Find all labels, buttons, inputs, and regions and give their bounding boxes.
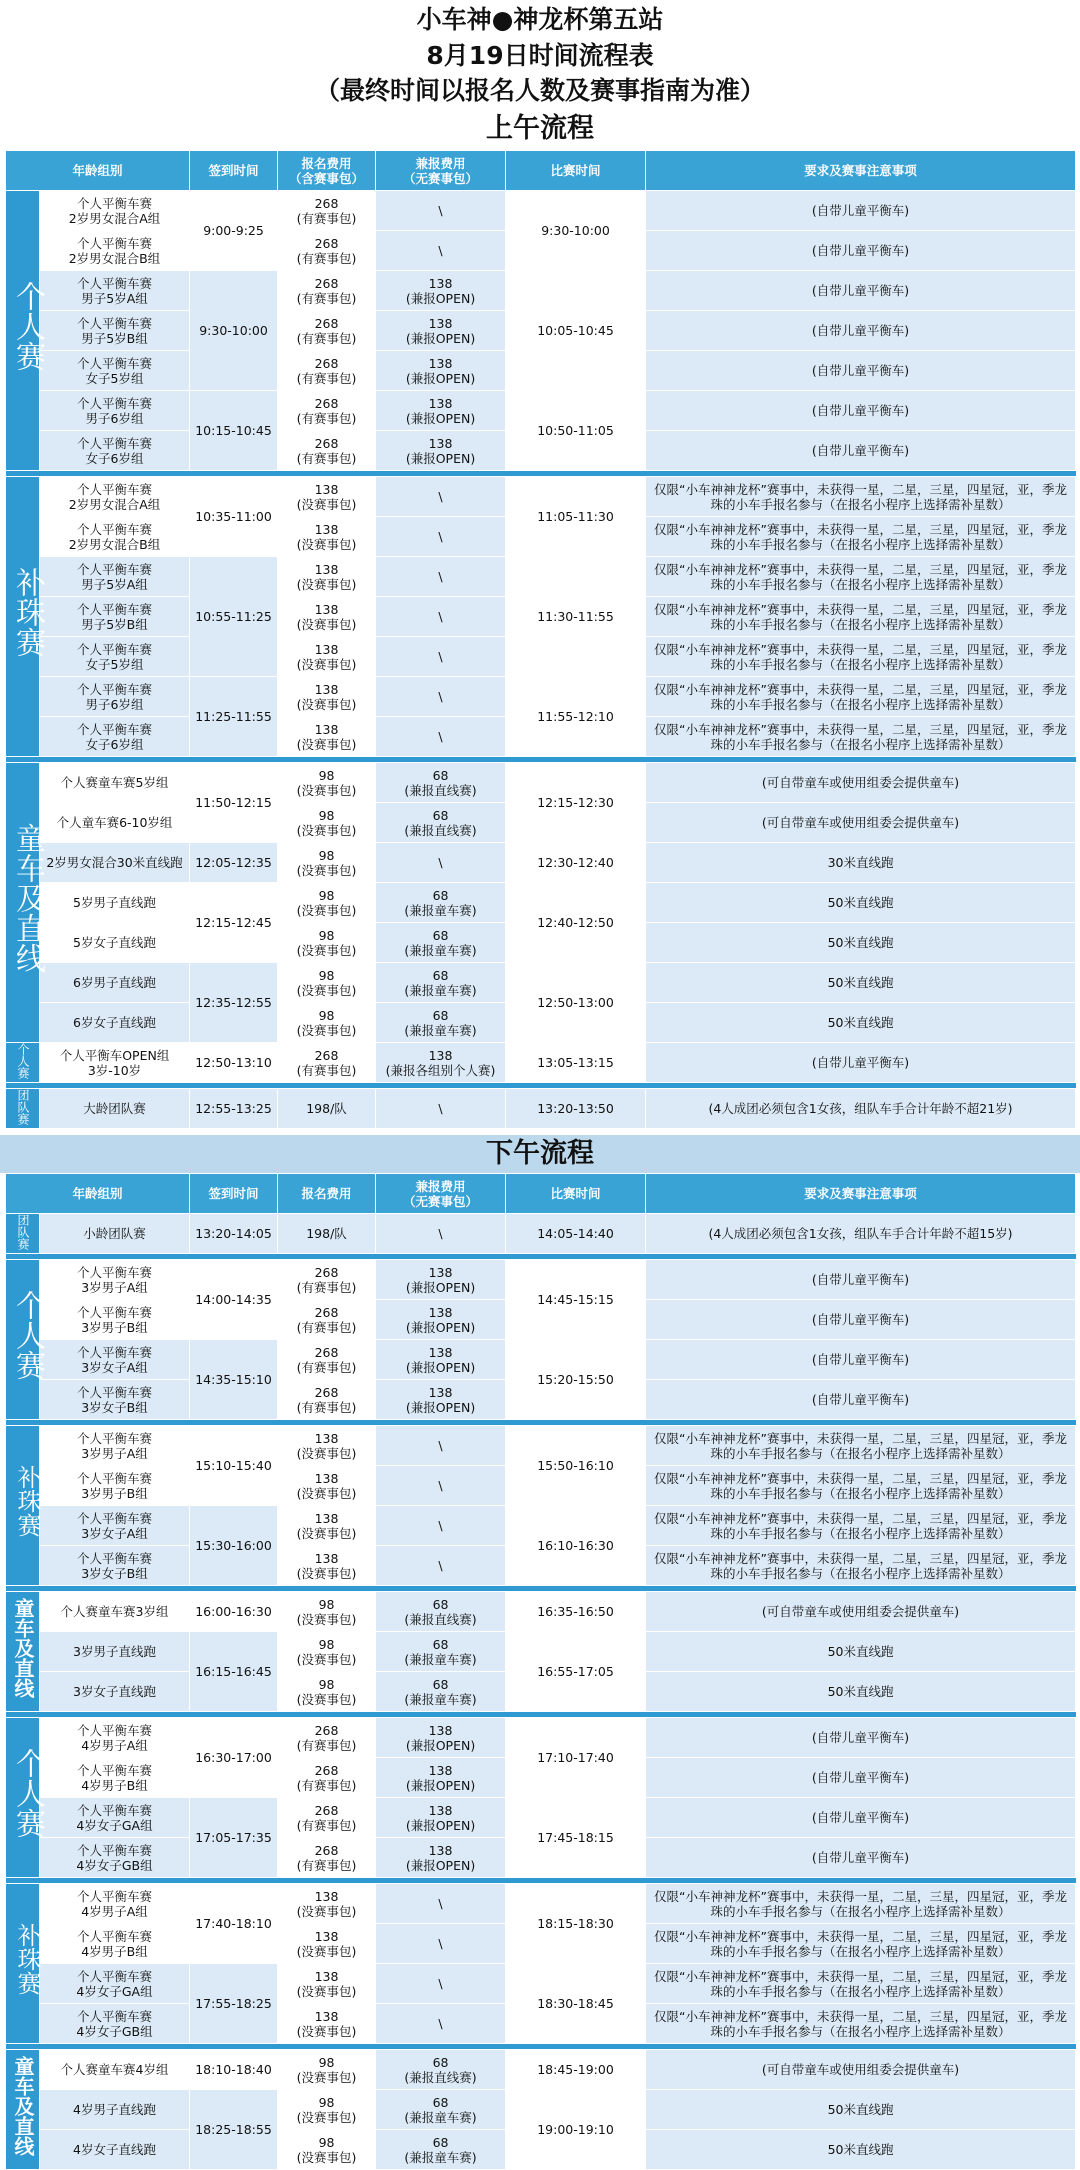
group-cell: 6岁女子直线跑 xyxy=(40,1003,190,1043)
group-cell: 个人平衡车赛 男子5岁A组 xyxy=(40,557,190,597)
group-cell: 个人平衡车赛 3岁女子A组 xyxy=(40,1506,190,1546)
time-cell: 18:45-19:00 xyxy=(506,2050,646,2090)
group-cell: 小龄团队赛 xyxy=(40,1214,190,1254)
category-kidcar: 童车及直线 xyxy=(6,1592,40,1712)
addfee-cell: \ xyxy=(376,1884,506,1924)
addfee-cell: 138 (兼报OPEN) xyxy=(376,1798,506,1838)
header-addfee: 兼报费用 （无赛事包） xyxy=(376,151,506,191)
page-header xyxy=(0,0,1080,108)
note-cell: 50米直线跑 xyxy=(646,1003,1076,1043)
table-row xyxy=(6,883,1076,923)
addfee-cell: 138 (兼报OPEN) xyxy=(376,1260,506,1300)
group-cell: 个人平衡车赛 3岁男子A组 xyxy=(40,1260,190,1300)
fee-cell: 268 (有赛事包) xyxy=(278,1718,376,1758)
table-row xyxy=(6,677,1076,717)
category-individual-small: 个人赛 xyxy=(6,1043,40,1083)
table-header-row xyxy=(6,1174,1076,1214)
addfee-cell: 68 (兼报直线赛) xyxy=(376,763,506,803)
addfee-cell: \ xyxy=(376,517,506,557)
table-header-row xyxy=(6,151,1076,191)
fee-cell: 138 (没赛事包) xyxy=(278,597,376,637)
fee-cell: 268 (有赛事包) xyxy=(278,1758,376,1798)
fee-cell: 138 (没赛事包) xyxy=(278,1964,376,2004)
header-time: 比赛时间 xyxy=(506,1174,646,1214)
table-row xyxy=(6,2050,1076,2090)
header-time: 比赛时间 xyxy=(506,151,646,191)
fee-cell: 98 (没赛事包) xyxy=(278,1672,376,1712)
addfee-cell: \ xyxy=(376,717,506,757)
fee-cell: 138 (没赛事包) xyxy=(278,1426,376,1466)
addfee-cell: 138 (兼报OPEN) xyxy=(376,1340,506,1380)
header-checkin: 签到时间 xyxy=(190,151,278,191)
time-cell: 13:05-13:15 xyxy=(506,1043,646,1083)
time-cell: 16:35-16:50 xyxy=(506,1592,646,1632)
addfee-cell: 138 (兼报OPEN) xyxy=(376,1718,506,1758)
addfee-cell: 138 (兼报OPEN) xyxy=(376,1758,506,1798)
note-cell: (自带儿童平衡车) xyxy=(646,1043,1076,1083)
table-row xyxy=(6,1043,1076,1083)
group-cell: 个人平衡车OPEN组 3岁-10岁 xyxy=(40,1043,190,1083)
addfee-cell: \ xyxy=(376,1466,506,1506)
addfee-cell: \ xyxy=(376,637,506,677)
category-team: 团队赛 xyxy=(6,1214,40,1254)
note-cell: (自带儿童平衡车) xyxy=(646,191,1076,231)
addfee-cell: \ xyxy=(376,1214,506,1254)
group-cell: 5岁男子直线跑 xyxy=(40,883,190,923)
addfee-cell: \ xyxy=(376,477,506,517)
table-row xyxy=(6,1260,1076,1300)
time-cell: 14:45-15:15 xyxy=(506,1260,646,1340)
addfee-cell: \ xyxy=(376,1546,506,1586)
addfee-cell: 68 (兼报童车赛) xyxy=(376,1632,506,1672)
addfee-cell: 68 (兼报童车赛) xyxy=(376,2090,506,2130)
event-title: 小车神●神龙杯第五站 xyxy=(416,5,664,34)
time-cell: 10:50-11:05 xyxy=(506,391,646,471)
table-row xyxy=(6,843,1076,883)
fee-cell: 268 (有赛事包) xyxy=(278,1380,376,1420)
table-row xyxy=(6,1214,1076,1254)
morning-schedule-table xyxy=(5,150,1076,1129)
checkin-cell: 15:30-16:00 xyxy=(190,1506,278,1586)
note-cell: (自带儿童平衡车) xyxy=(646,431,1076,471)
group-cell: 个人平衡车赛 男子6岁组 xyxy=(40,677,190,717)
fee-cell: 98 (没赛事包) xyxy=(278,2130,376,2170)
addfee-cell: 68 (兼报直线赛) xyxy=(376,803,506,843)
fee-cell: 98 (没赛事包) xyxy=(278,803,376,843)
time-cell: 18:30-18:45 xyxy=(506,1964,646,2044)
addfee-cell: 138 (兼报OPEN) xyxy=(376,311,506,351)
checkin-cell: 18:10-18:40 xyxy=(190,2050,278,2090)
time-cell: 15:50-16:10 xyxy=(506,1426,646,1506)
checkin-cell: 9:00-9:25 xyxy=(190,191,278,271)
group-cell: 个人平衡车赛 4岁男子B组 xyxy=(40,1758,190,1798)
note-cell: (自带儿童平衡车) xyxy=(646,231,1076,271)
schedule-date-title: 8月19日时间流程表 xyxy=(426,41,654,70)
time-cell: 12:15-12:30 xyxy=(506,763,646,843)
fee-cell: 98 (没赛事包) xyxy=(278,883,376,923)
group-cell: 个人平衡车赛 4岁女子GB组 xyxy=(40,1838,190,1878)
addfee-cell: 68 (兼报童车赛) xyxy=(376,883,506,923)
note-cell: 仅限“小车神神龙杯”赛事中，未获得一星，二星，三星，四星冠，亚，季龙珠的小车手报名参与（在报名小程序上选择需补星数） xyxy=(646,637,1076,677)
checkin-cell: 12:55-13:25 xyxy=(190,1089,278,1129)
afternoon-schedule-table xyxy=(5,1173,1076,2170)
addfee-cell: 68 (兼报童车赛) xyxy=(376,1672,506,1712)
table-row xyxy=(6,391,1076,431)
note-cell: (自带儿童平衡车) xyxy=(646,1300,1076,1340)
addfee-cell: \ xyxy=(376,1089,506,1129)
category-bead: 补珠赛 xyxy=(6,1426,40,1586)
fee-cell: 98 (没赛事包) xyxy=(278,843,376,883)
category-individual: 个人赛 xyxy=(6,1260,40,1420)
group-cell: 5岁女子直线跑 xyxy=(40,923,190,963)
fee-cell: 198/队 xyxy=(278,1214,376,1254)
group-cell: 2岁男女混合30米直线跑 xyxy=(40,843,190,883)
group-cell: 个人平衡车赛 男子5岁B组 xyxy=(40,311,190,351)
note-cell: 仅限“小车神神龙杯”赛事中，未获得一星，二星，三星，四星冠，亚，季龙珠的小车手报名参与（在报名小程序上选择需补星数） xyxy=(646,677,1076,717)
category-bead: 补珠赛 xyxy=(6,1884,40,2044)
fee-cell: 268 (有赛事包) xyxy=(278,191,376,231)
checkin-cell: 16:30-17:00 xyxy=(190,1718,278,1798)
category-individual: 个人赛 xyxy=(6,191,40,471)
time-cell: 18:15-18:30 xyxy=(506,1884,646,1964)
group-cell: 个人平衡车赛 4岁女子GB组 xyxy=(40,2004,190,2044)
fee-cell: 138 (没赛事包) xyxy=(278,677,376,717)
note-cell: 仅限“小车神神龙杯”赛事中，未获得一星，二星，三星，四星冠，亚，季龙珠的小车手报名参与（在报名小程序上选择需补星数） xyxy=(646,1506,1076,1546)
fee-cell: 98 (没赛事包) xyxy=(278,923,376,963)
addfee-cell: 138 (兼报OPEN) xyxy=(376,271,506,311)
addfee-cell: 138 (兼报OPEN) xyxy=(376,431,506,471)
group-cell: 大龄团队赛 xyxy=(40,1089,190,1129)
header-group: 年龄组别 xyxy=(6,1174,190,1214)
fee-cell: 98 (没赛事包) xyxy=(278,963,376,1003)
fee-cell: 268 (有赛事包) xyxy=(278,231,376,271)
group-cell: 4岁男子直线跑 xyxy=(40,2090,190,2130)
group-cell: 个人平衡车赛 4岁男子B组 xyxy=(40,1924,190,1964)
group-cell: 个人平衡车赛 男子6岁组 xyxy=(40,391,190,431)
fee-cell: 138 (没赛事包) xyxy=(278,517,376,557)
addfee-cell: 68 (兼报直线赛) xyxy=(376,2050,506,2090)
table-row xyxy=(6,2090,1076,2130)
group-cell: 个人赛童车赛5岁组 xyxy=(40,763,190,803)
note-cell: 仅限“小车神神龙杯”赛事中，未获得一星，二星，三星，四星冠，亚，季龙珠的小车手报名参与（在报名小程序上选择需补星数） xyxy=(646,517,1076,557)
fee-cell: 98 (没赛事包) xyxy=(278,1632,376,1672)
group-cell: 个人平衡车赛 3岁男子B组 xyxy=(40,1300,190,1340)
fee-cell: 138 (没赛事包) xyxy=(278,717,376,757)
header-fee: 报名费用 （含赛事包） xyxy=(278,151,376,191)
addfee-cell: 68 (兼报童车赛) xyxy=(376,2130,506,2170)
addfee-cell: 68 (兼报童车赛) xyxy=(376,963,506,1003)
fee-cell: 138 (没赛事包) xyxy=(278,2004,376,2044)
note-cell: 仅限“小车神神龙杯”赛事中，未获得一星，二星，三星，四星冠，亚，季龙珠的小车手报名参与（在报名小程序上选择需补星数） xyxy=(646,557,1076,597)
group-cell: 个人平衡车赛 女子5岁组 xyxy=(40,351,190,391)
note-cell: (自带儿童平衡车) xyxy=(646,311,1076,351)
note-cell: 仅限“小车神神龙杯”赛事中，未获得一星，二星，三星，四星冠，亚，季龙珠的小车手报名参与（在报名小程序上选择需补星数） xyxy=(646,1884,1076,1924)
fee-cell: 138 (没赛事包) xyxy=(278,1466,376,1506)
fee-cell: 98 (没赛事包) xyxy=(278,1592,376,1632)
table-row xyxy=(6,477,1076,517)
note-cell: 仅限“小车神神龙杯”赛事中，未获得一星，二星，三星，四星冠，亚，季龙珠的小车手报名参与（在报名小程序上选择需补星数） xyxy=(646,477,1076,517)
checkin-cell: 17:55-18:25 xyxy=(190,1964,278,2044)
fee-cell: 138 (没赛事包) xyxy=(278,1546,376,1586)
time-cell: 14:05-14:40 xyxy=(506,1214,646,1254)
note-cell: (可自带童车或使用组委会提供童车) xyxy=(646,1592,1076,1632)
checkin-cell: 10:15-10:45 xyxy=(190,391,278,471)
checkin-cell: 12:15-12:45 xyxy=(190,883,278,963)
note-cell: (自带儿童平衡车) xyxy=(646,351,1076,391)
addfee-cell: \ xyxy=(376,1924,506,1964)
checkin-cell: 14:35-15:10 xyxy=(190,1340,278,1420)
checkin-cell: 18:25-18:55 xyxy=(190,2090,278,2170)
time-cell: 11:55-12:10 xyxy=(506,677,646,757)
note-cell: 仅限“小车神神龙杯”赛事中，未获得一星，二星，三星，四星冠，亚，季龙珠的小车手报名参与（在报名小程序上选择需补星数） xyxy=(646,1924,1076,1964)
group-cell: 个人童车赛6-10岁组 xyxy=(40,803,190,843)
checkin-cell: 16:15-16:45 xyxy=(190,1632,278,1712)
time-cell: 12:30-12:40 xyxy=(506,843,646,883)
note-cell: 仅限“小车神神龙杯”赛事中，未获得一星，二星，三星，四星冠，亚，季龙珠的小车手报名参与（在报名小程序上选择需补星数） xyxy=(646,1546,1076,1586)
checkin-cell: 10:35-11:00 xyxy=(190,477,278,557)
checkin-cell: 10:55-11:25 xyxy=(190,557,278,677)
time-cell: 19:00-19:10 xyxy=(506,2090,646,2170)
note-cell: (自带儿童平衡车) xyxy=(646,1340,1076,1380)
checkin-cell: 17:40-18:10 xyxy=(190,1884,278,1964)
header-addfee: 兼报费用 （无赛事包） xyxy=(376,1174,506,1214)
time-cell: 13:20-13:50 xyxy=(506,1089,646,1129)
note-cell: 仅限“小车神神龙杯”赛事中，未获得一星，二星，三星，四星冠，亚，季龙珠的小车手报名参与（在报名小程序上选择需补星数） xyxy=(646,1466,1076,1506)
time-cell: 11:05-11:30 xyxy=(506,477,646,557)
group-cell: 个人平衡车赛 2岁男女混合A组 xyxy=(40,191,190,231)
note-cell: 50米直线跑 xyxy=(646,1632,1076,1672)
note-cell: 仅限“小车神神龙杯”赛事中，未获得一星，二星，三星，四星冠，亚，季龙珠的小车手报名参与（在报名小程序上选择需补星数） xyxy=(646,2004,1076,2044)
fee-cell: 268 (有赛事包) xyxy=(278,351,376,391)
group-cell: 个人平衡车赛 3岁女子A组 xyxy=(40,1340,190,1380)
note-cell: 50米直线跑 xyxy=(646,923,1076,963)
morning-section-title: 上午流程 xyxy=(486,113,594,144)
addfee-cell: \ xyxy=(376,1964,506,2004)
group-cell: 个人平衡车赛 2岁男女混合A组 xyxy=(40,477,190,517)
group-cell: 个人平衡车赛 3岁女子B组 xyxy=(40,1546,190,1586)
addfee-cell: \ xyxy=(376,843,506,883)
table-row xyxy=(6,1718,1076,1758)
group-cell: 个人平衡车赛 3岁男子A组 xyxy=(40,1426,190,1466)
table-row xyxy=(6,1798,1076,1838)
table-row xyxy=(6,1089,1076,1129)
note-cell: (自带儿童平衡车) xyxy=(646,1838,1076,1878)
table-row xyxy=(6,557,1076,597)
fee-cell: 268 (有赛事包) xyxy=(278,1340,376,1380)
table-row xyxy=(6,1592,1076,1632)
time-cell: 17:10-17:40 xyxy=(506,1718,646,1798)
addfee-cell: \ xyxy=(376,677,506,717)
note-cell: (可自带童车或使用组委会提供童车) xyxy=(646,803,1076,843)
addfee-cell: \ xyxy=(376,597,506,637)
fee-cell: 268 (有赛事包) xyxy=(278,1260,376,1300)
group-cell: 个人平衡车赛 4岁男子A组 xyxy=(40,1718,190,1758)
note-cell: (自带儿童平衡车) xyxy=(646,391,1076,431)
category-kidcar: 童车及直线 xyxy=(6,2050,40,2170)
fee-cell: 138 (没赛事包) xyxy=(278,1884,376,1924)
checkin-cell: 14:00-14:35 xyxy=(190,1260,278,1340)
fee-cell: 98 (没赛事包) xyxy=(278,2090,376,2130)
fee-cell: 268 (有赛事包) xyxy=(278,1798,376,1838)
time-cell: 17:45-18:15 xyxy=(506,1798,646,1878)
category-individual: 个人赛 xyxy=(6,1718,40,1878)
addfee-cell: 68 (兼报童车赛) xyxy=(376,923,506,963)
group-cell: 个人平衡车赛 2岁男女混合B组 xyxy=(40,231,190,271)
table-row xyxy=(6,963,1076,1003)
note-cell: 50米直线跑 xyxy=(646,2090,1076,2130)
fee-cell: 268 (有赛事包) xyxy=(278,1300,376,1340)
note-cell: (可自带童车或使用组委会提供童车) xyxy=(646,2050,1076,2090)
fee-cell: 268 (有赛事包) xyxy=(278,311,376,351)
addfee-cell: 68 (兼报童车赛) xyxy=(376,1003,506,1043)
addfee-cell: \ xyxy=(376,1506,506,1546)
addfee-cell: 138 (兼报OPEN) xyxy=(376,1300,506,1340)
note-cell: 仅限“小车神神龙杯”赛事中，未获得一星，二星，三星，四星冠，亚，季龙珠的小车手报名参与（在报名小程序上选择需补星数） xyxy=(646,717,1076,757)
fee-cell: 98 (没赛事包) xyxy=(278,1003,376,1043)
note-cell: 50米直线跑 xyxy=(646,963,1076,1003)
header-group: 年龄组别 xyxy=(6,151,190,191)
schedule-disclaimer: （最终时间以报名人数及赛事指南为准） xyxy=(314,76,765,105)
checkin-cell: 11:50-12:15 xyxy=(190,763,278,843)
table-row xyxy=(6,1340,1076,1380)
group-cell: 个人平衡车赛 4岁男子A组 xyxy=(40,1884,190,1924)
table-row xyxy=(6,1884,1076,1924)
fee-cell: 198/队 xyxy=(278,1089,376,1129)
note-cell: 30米直线跑 xyxy=(646,843,1076,883)
addfee-cell: 68 (兼报直线赛) xyxy=(376,1592,506,1632)
addfee-cell: \ xyxy=(376,2004,506,2044)
note-cell: 50米直线跑 xyxy=(646,2130,1076,2170)
header-notes: 要求及赛事注意事项 xyxy=(646,151,1076,191)
time-cell: 10:05-10:45 xyxy=(506,271,646,391)
note-cell: (自带儿童平衡车) xyxy=(646,1798,1076,1838)
group-cell: 个人平衡车赛 2岁男女混合B组 xyxy=(40,517,190,557)
group-cell: 个人平衡车赛 女子6岁组 xyxy=(40,431,190,471)
table-row xyxy=(6,1632,1076,1672)
note-cell: (可自带童车或使用组委会提供童车) xyxy=(646,763,1076,803)
fee-cell: 138 (没赛事包) xyxy=(278,557,376,597)
time-cell: 16:55-17:05 xyxy=(506,1632,646,1712)
checkin-cell: 17:05-17:35 xyxy=(190,1798,278,1878)
fee-cell: 138 (没赛事包) xyxy=(278,1506,376,1546)
addfee-cell: \ xyxy=(376,191,506,231)
group-cell: 4岁女子直线跑 xyxy=(40,2130,190,2170)
fee-cell: 98 (没赛事包) xyxy=(278,2050,376,2090)
table-row xyxy=(6,191,1076,231)
category-kidcar: 童车及直线 xyxy=(6,763,40,1043)
group-cell: 个人平衡车赛 男子5岁B组 xyxy=(40,597,190,637)
category-team: 团队赛 xyxy=(6,1089,40,1129)
group-cell: 个人赛童车赛3岁组 xyxy=(40,1592,190,1632)
note-cell: 仅限“小车神神龙杯”赛事中，未获得一星，二星，三星，四星冠，亚，季龙珠的小车手报名参与（在报名小程序上选择需补星数） xyxy=(646,597,1076,637)
addfee-cell: \ xyxy=(376,231,506,271)
fee-cell: 98 (没赛事包) xyxy=(278,763,376,803)
fee-cell: 268 (有赛事包) xyxy=(278,271,376,311)
checkin-cell: 9:30-10:00 xyxy=(190,271,278,391)
time-cell: 9:30-10:00 xyxy=(506,191,646,271)
table-row xyxy=(6,763,1076,803)
checkin-cell: 12:50-13:10 xyxy=(190,1043,278,1083)
time-cell: 12:50-13:00 xyxy=(506,963,646,1043)
fee-cell: 268 (有赛事包) xyxy=(278,1838,376,1878)
note-cell: (自带儿童平衡车) xyxy=(646,271,1076,311)
group-cell: 个人平衡车赛 3岁男子B组 xyxy=(40,1466,190,1506)
table-row xyxy=(6,1426,1076,1466)
fee-cell: 138 (没赛事包) xyxy=(278,477,376,517)
addfee-cell: \ xyxy=(376,557,506,597)
note-cell: (自带儿童平衡车) xyxy=(646,1260,1076,1300)
group-cell: 个人平衡车赛 女子5岁组 xyxy=(40,637,190,677)
addfee-cell: 138 (兼报OPEN) xyxy=(376,391,506,431)
group-cell: 个人平衡车赛 女子6岁组 xyxy=(40,717,190,757)
afternoon-section-title: 下午流程 xyxy=(0,1135,1080,1173)
category-bead: 补珠赛 xyxy=(6,477,40,757)
fee-cell: 268 (有赛事包) xyxy=(278,431,376,471)
note-cell: 仅限“小车神神龙杯”赛事中，未获得一星，二星，三星，四星冠，亚，季龙珠的小车手报名参与（在报名小程序上选择需补星数） xyxy=(646,1426,1076,1466)
note-cell: 50米直线跑 xyxy=(646,883,1076,923)
note-cell: 50米直线跑 xyxy=(646,1672,1076,1712)
checkin-cell: 11:25-11:55 xyxy=(190,677,278,757)
checkin-cell: 12:35-12:55 xyxy=(190,963,278,1043)
time-cell: 15:20-15:50 xyxy=(506,1340,646,1420)
group-cell: 个人平衡车赛 3岁女子B组 xyxy=(40,1380,190,1420)
header-fee: 报名费用 xyxy=(278,1174,376,1214)
checkin-cell: 12:05-12:35 xyxy=(190,843,278,883)
group-cell: 个人平衡车赛 男子5岁A组 xyxy=(40,271,190,311)
fee-cell: 138 (没赛事包) xyxy=(278,1924,376,1964)
checkin-cell: 15:10-15:40 xyxy=(190,1426,278,1506)
fee-cell: 268 (有赛事包) xyxy=(278,1043,376,1083)
time-cell: 12:40-12:50 xyxy=(506,883,646,963)
note-cell: (自带儿童平衡车) xyxy=(646,1718,1076,1758)
group-cell: 个人赛童车赛4岁组 xyxy=(40,2050,190,2090)
addfee-cell: 138 (兼报OPEN) xyxy=(376,1838,506,1878)
table-row xyxy=(6,271,1076,311)
time-cell: 11:30-11:55 xyxy=(506,557,646,677)
group-cell: 个人平衡车赛 4岁女子GA组 xyxy=(40,1964,190,2004)
addfee-cell: 138 (兼报OPEN) xyxy=(376,351,506,391)
table-row xyxy=(6,1506,1076,1546)
note-cell: (自带儿童平衡车) xyxy=(646,1380,1076,1420)
note-cell: 仅限“小车神神龙杯”赛事中，未获得一星，二星，三星，四星冠，亚，季龙珠的小车手报名参与（在报名小程序上选择需补星数） xyxy=(646,1964,1076,2004)
checkin-cell: 16:00-16:30 xyxy=(190,1592,278,1632)
group-cell: 3岁男子直线跑 xyxy=(40,1632,190,1672)
group-cell: 6岁男子直线跑 xyxy=(40,963,190,1003)
addfee-cell: \ xyxy=(376,1426,506,1466)
checkin-cell: 13:20-14:05 xyxy=(190,1214,278,1254)
fee-cell: 268 (有赛事包) xyxy=(278,391,376,431)
header-checkin: 签到时间 xyxy=(190,1174,278,1214)
addfee-cell: 138 (兼报OPEN) xyxy=(376,1380,506,1420)
table-row xyxy=(6,1964,1076,2004)
note-cell: (4人成团必须包含1女孩，组队车手合计年龄不超21岁) xyxy=(646,1089,1076,1129)
note-cell: (4人成团必须包含1女孩，组队车手合计年龄不超15岁) xyxy=(646,1214,1076,1254)
group-cell: 3岁女子直线跑 xyxy=(40,1672,190,1712)
time-cell: 16:10-16:30 xyxy=(506,1506,646,1586)
header-notes: 要求及赛事注意事项 xyxy=(646,1174,1076,1214)
fee-cell: 138 (没赛事包) xyxy=(278,637,376,677)
group-cell: 个人平衡车赛 4岁女子GA组 xyxy=(40,1798,190,1838)
note-cell: (自带儿童平衡车) xyxy=(646,1758,1076,1798)
addfee-cell: 138 (兼报各组别个人赛) xyxy=(376,1043,506,1083)
